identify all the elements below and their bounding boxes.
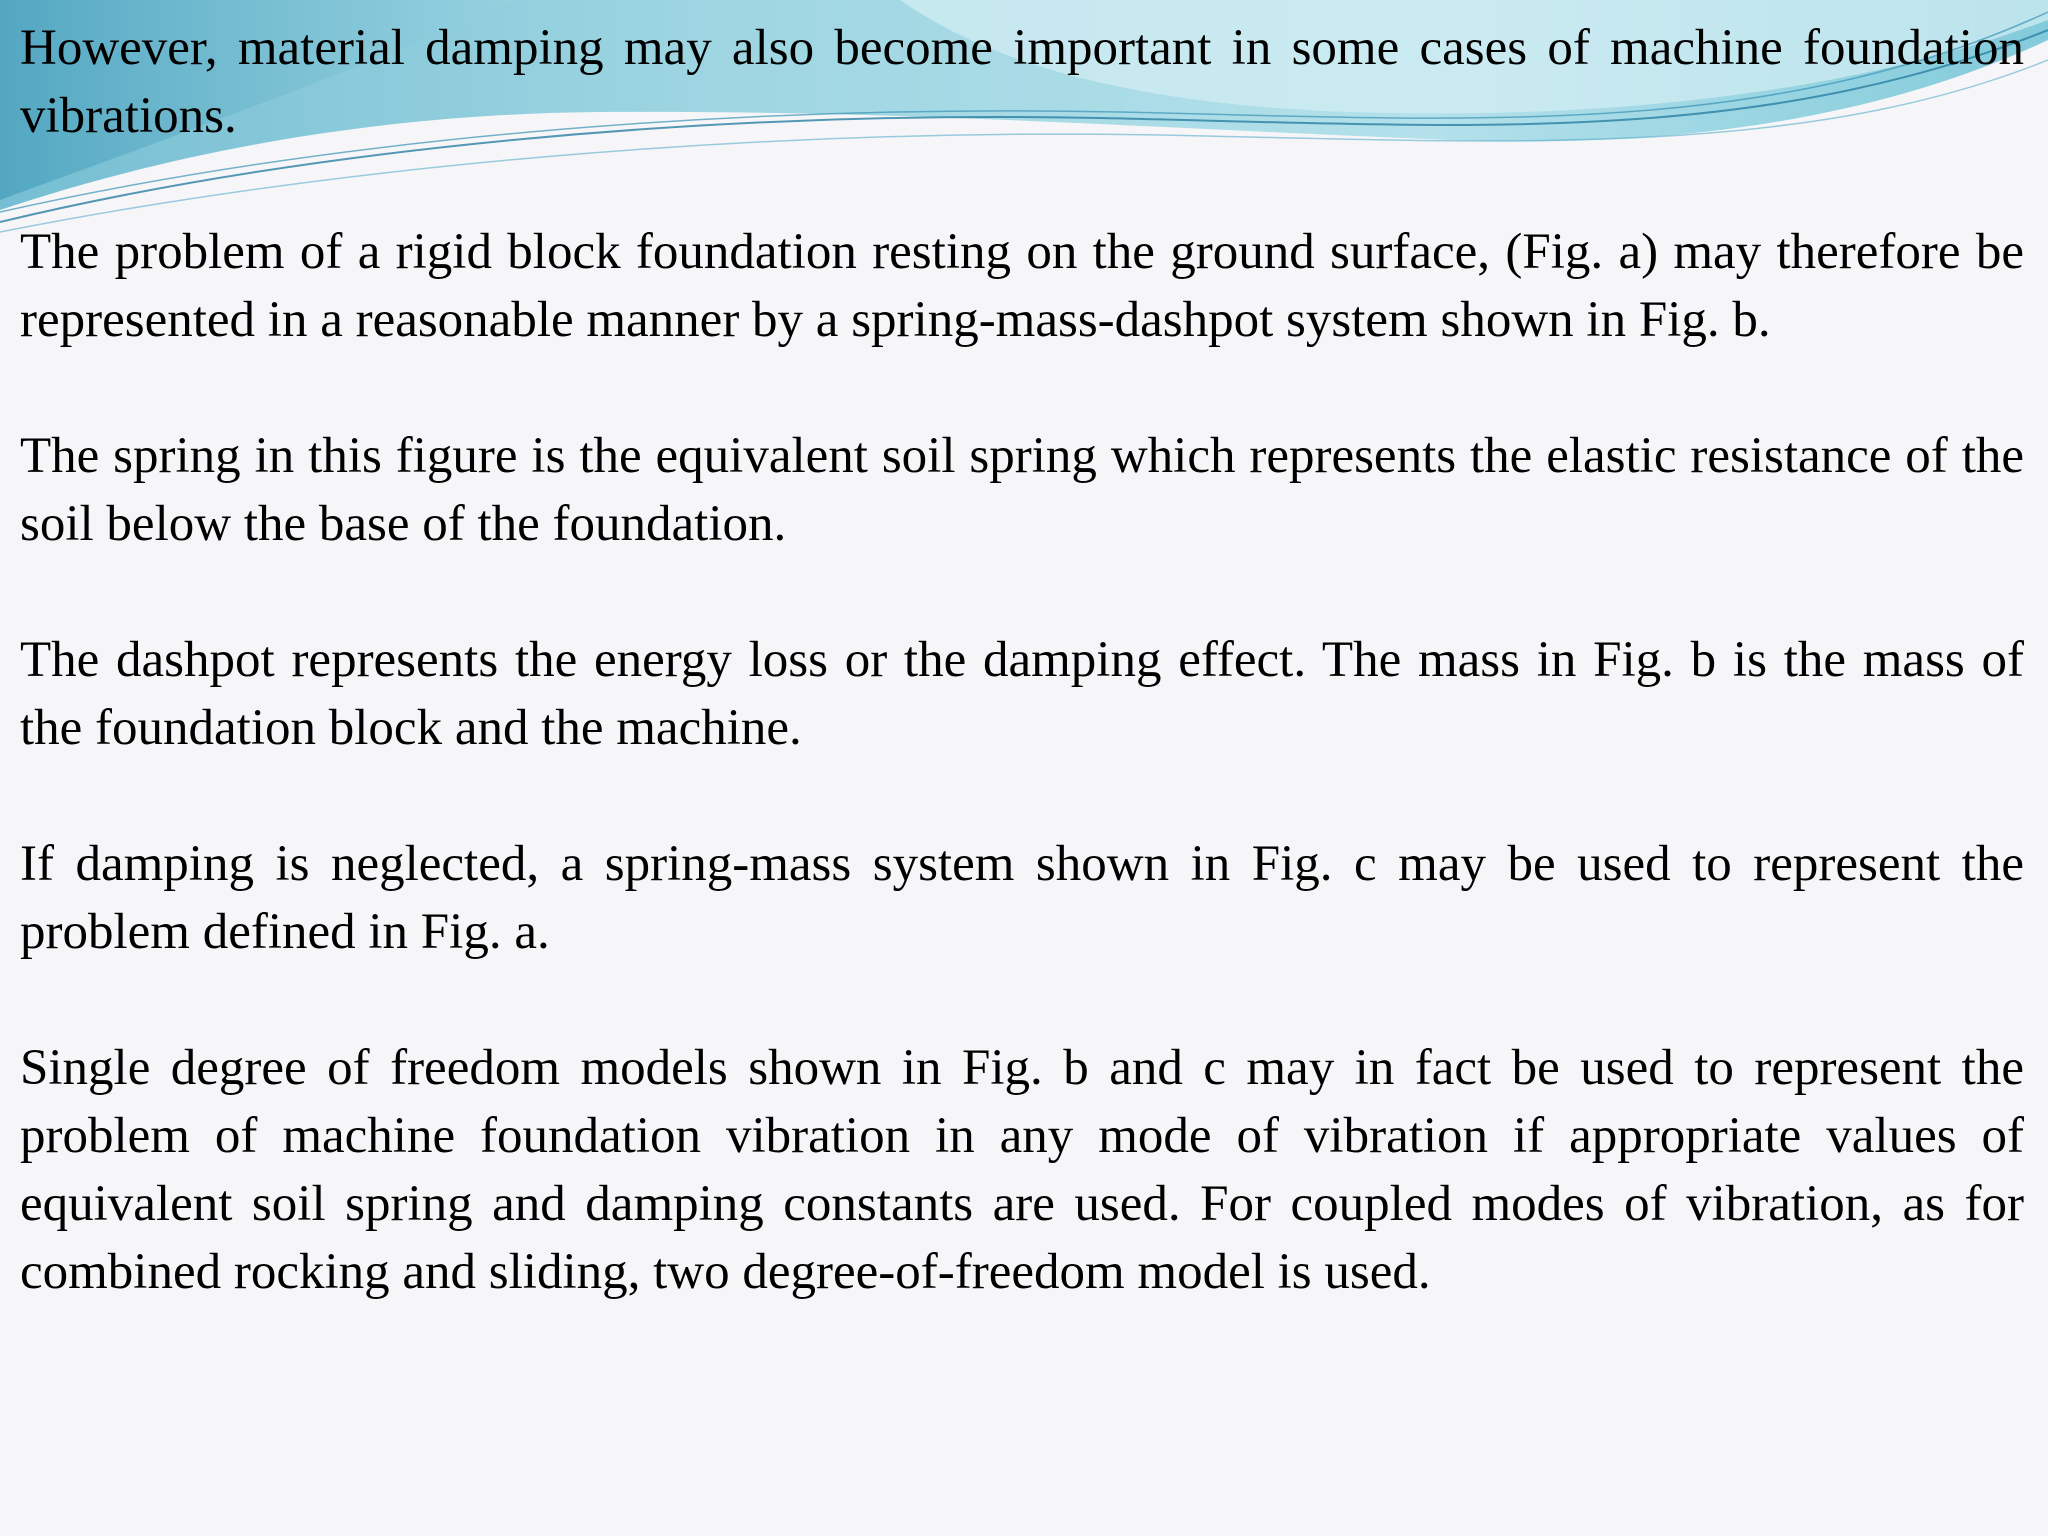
paragraph-dashpot-mass: The dashpot represents the energy loss or the damping effect. The mass in Fig. b is the mass of the foundation block and the machine. [20,632,2024,756]
paragraph-rigid-block-problem: The problem of a rigid block foundation resting on the ground surface, (Fig. a) may therefore be represented in a reasonable manner by a spring-mass-dashpot system shown in Fig. b. [20,224,2024,348]
paragraph-material-damping: However, material damping may also become important in some cases of machine foundation vibrations. [20,20,2024,144]
paragraph-equivalent-spring: The spring in this figure is the equivalent soil spring which represents the elastic resistance of the soil below the base of the foundation. [20,428,2024,552]
slide-body [20,14,2024,1374]
paragraph-damping-neglected: If damping is neglected, a spring-mass system shown in Fig. c may be used to represent the problem defined in Fig. a. [20,836,2024,960]
paragraph-single-degree-freedom: Single degree of freedom models shown in Fig. b and c may in fact be used to represent the problem of machine foundation vibration in any mode of vibration if appropriate values of equivalent soil spring and damping constants are used. For coupled modes of vibration, as for combined rocking and sliding, two degree-of-freedom model is used. [20,1040,2024,1300]
